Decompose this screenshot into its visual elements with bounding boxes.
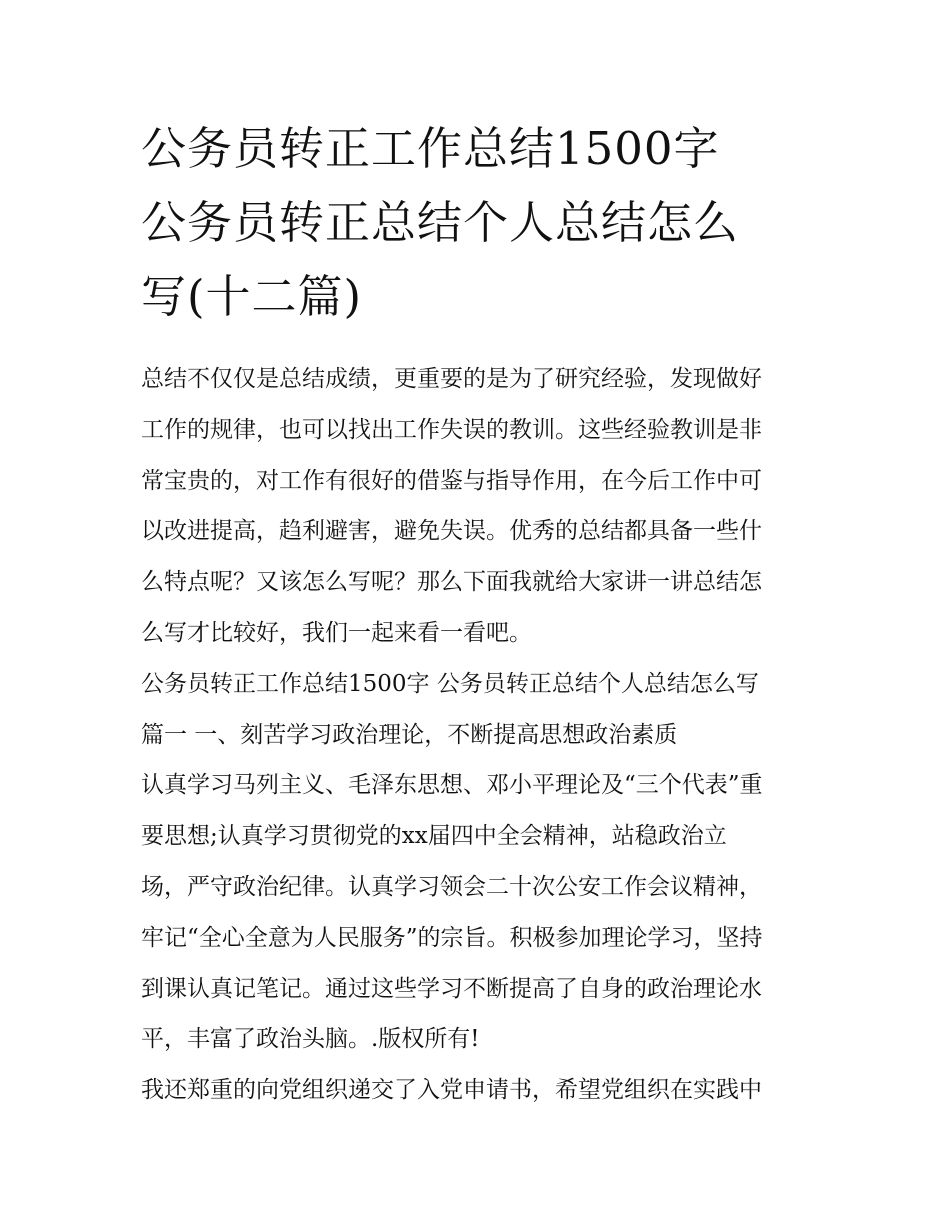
document-body bbox=[141, 354, 821, 1116]
body-line: 到课认真记笔记。通过这些学习不断提高了自身的政治理论水 bbox=[141, 975, 762, 1002]
body-line: 要思想;认真学习贯彻党的xx届四中全会精神，站稳政治立 bbox=[141, 823, 727, 850]
body-line: 总结不仅仅是总结成绩，更重要的是为了研究经验，发现做好 bbox=[141, 366, 762, 392]
section-heading-line: 公务员转正工作总结1500字 公务员转正总结个人总结怎么写 bbox=[141, 670, 759, 697]
body-line: 平，丰富了政治头脑。.版权所有! bbox=[141, 1026, 480, 1053]
title-line-3: 写(十二篇) bbox=[141, 270, 363, 323]
section-heading-line: 篇一 一、刻苦学习政治理论，不断提高思想政治素质 bbox=[141, 721, 678, 748]
document-title bbox=[141, 112, 821, 334]
body-line: 工作的规律，也可以找出工作失误的教训。这些经验教训是非 bbox=[141, 416, 762, 443]
title-line-2: 公务员转正总结个人总结怎么 bbox=[141, 196, 740, 249]
body-line: 牢记“全心全意为人民服务”的宗旨。积极参加理论学习，坚持 bbox=[141, 924, 763, 951]
body-line: 么特点呢？又该怎么写呢？那么下面我就给大家讲一讲总结怎 bbox=[141, 569, 762, 596]
body-line: 我还郑重的向党组织递交了入党申请书，希望党组织在实践中 bbox=[141, 1077, 762, 1104]
body-line: 场，严守政治纪律。认真学习领会二十次公安工作会议精神， bbox=[141, 873, 762, 900]
body-line: 常宝贵的，对工作有很好的借鉴与指导作用，在今后工作中可 bbox=[141, 467, 762, 494]
body-line: 么写才比较好，我们一起来看一看吧。 bbox=[141, 619, 532, 646]
body-line: 以改进提高，趋利避害，避免失误。优秀的总结都具备一些什 bbox=[141, 518, 762, 545]
title-line-1: 公务员转正工作总结1500字 bbox=[141, 122, 720, 175]
body-line: 认真学习马列主义、毛泽东思想、邓小平理论及“三个代表”重 bbox=[141, 772, 763, 799]
